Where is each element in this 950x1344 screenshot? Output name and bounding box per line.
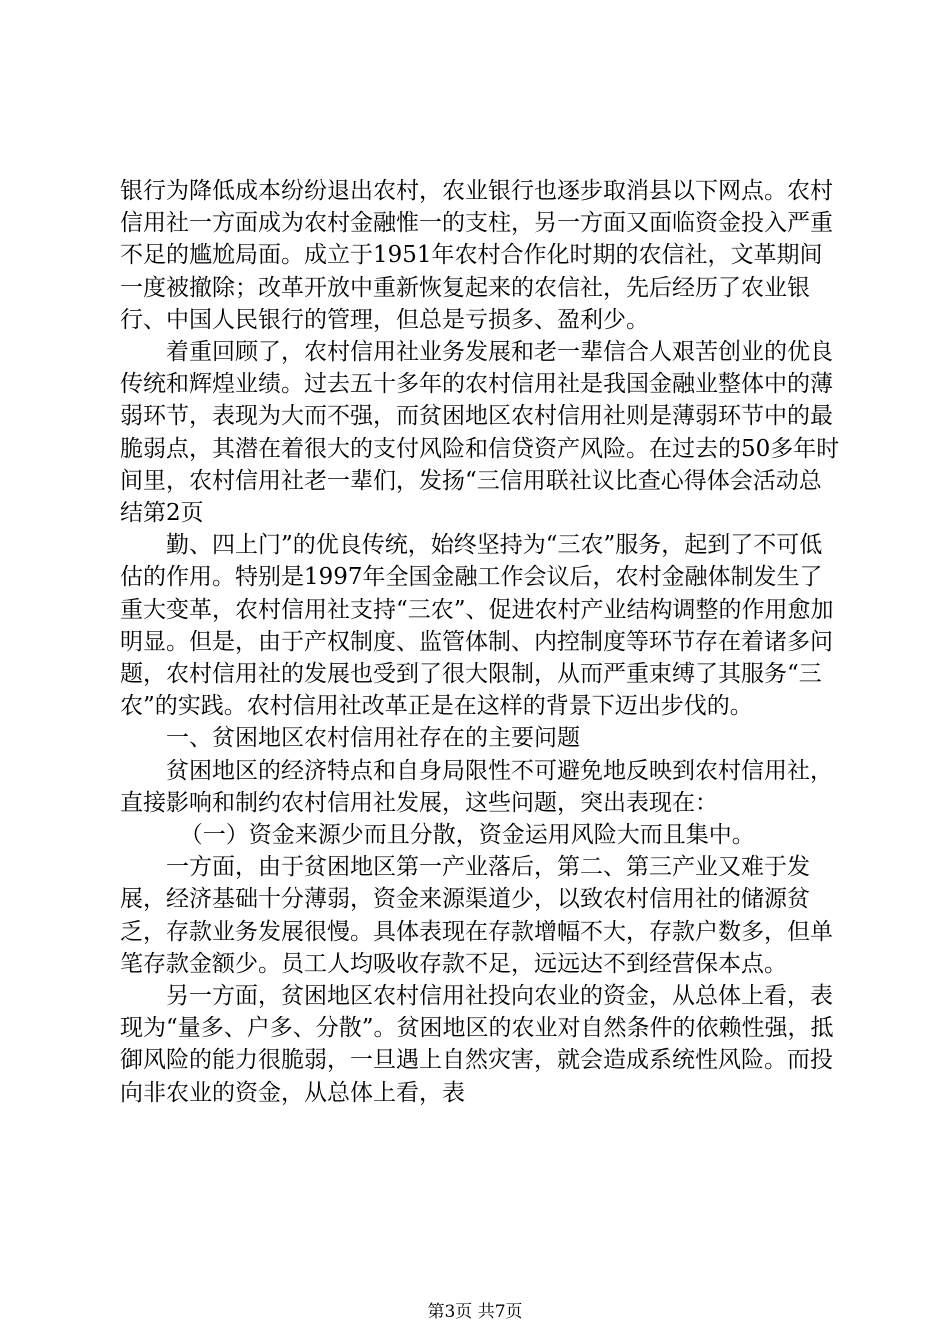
paragraph: 勤、四上门”的优良传统，始终坚持为“三农”服务，起到了不可低估的作用。特别是1997年全国金融工作会议后，农村金融体制发生了重大变革，农村信用社支持“三农”、促进农村产业结构调整的作用愈加明显。但是，由于产权制度、监管体制、内控制度等环节存在着诸多问题，农村信用社的发展也受到了很大限制，从而严重束缚了其服务“三农”的实践。农村信用社改革正是在这样的背景下迈出步伐的。	[120, 532, 834, 720]
section-heading: 一、贫困地区农村信用社存在的主要问题	[166, 725, 580, 752]
page-number-footer: 第3页 共7页	[427, 1302, 523, 1322]
paragraph: 另一方面，贫困地区农村信用社投向农业的资金，从总体上看，表现为“量多、户多、分散”。贫困地区的农业对自然条件的依赖性强，抵御风险的能力很脆弱，一旦遇上自然灾害，就会造成系统性风险。而投向非农业的资金，从总体上看，表	[120, 983, 834, 1106]
document-body	[120, 175, 840, 1109]
paragraph: 贫困地区的经济特点和自身局限性不可避免地反映到农村信用社，直接影响和制约农村信用社发展，这些问题，突出表现在：	[120, 757, 833, 816]
paragraph: 一方面，由于贫困地区第一产业落后，第二、第三产业又难于发展，经济基础十分薄弱，资金来源渠道少，以致农村信用社的储源贫乏，存款业务发展很慢。具体表现在存款增幅不大，存款户数多，但单笔存款金额少。员工人均吸收存款不足，远远达不到经营保本点。	[120, 854, 833, 977]
paragraph-continued: 银行为降低成本纷纷退出农村，农业银行也逐步取消县以下网点。农村信用社一方面成为农村金融惟一的支柱，另一方面又面临资金投入严重不足的尴尬局面。成立于1951年农村合作化时期的农信社，文革期间一度被撤除；改革开放中重新恢复起来的农信社，先后经历了农业银行、中国人民银行的管理，但总是亏损多、盈利少。	[120, 178, 833, 333]
subsection-heading: （一）资金来源少而且分散，资金运用风险大而且集中。	[179, 822, 755, 849]
paragraph: 着重回顾了，农村信用社业务发展和老一辈信合人艰苦创业的优良传统和辉煌业绩。过去五十多年的农村信用社是我国金融业整体中的薄弱环节，表现为大而不强，而贫困地区农村信用社则是薄弱环节中的最脆弱点，其潜在着很大的支付风险和信贷资产风险。在过去的50多年时间里，农村信用社老一辈们，发扬“三信用联社议比查心得体会活动总结第2页	[120, 339, 840, 527]
